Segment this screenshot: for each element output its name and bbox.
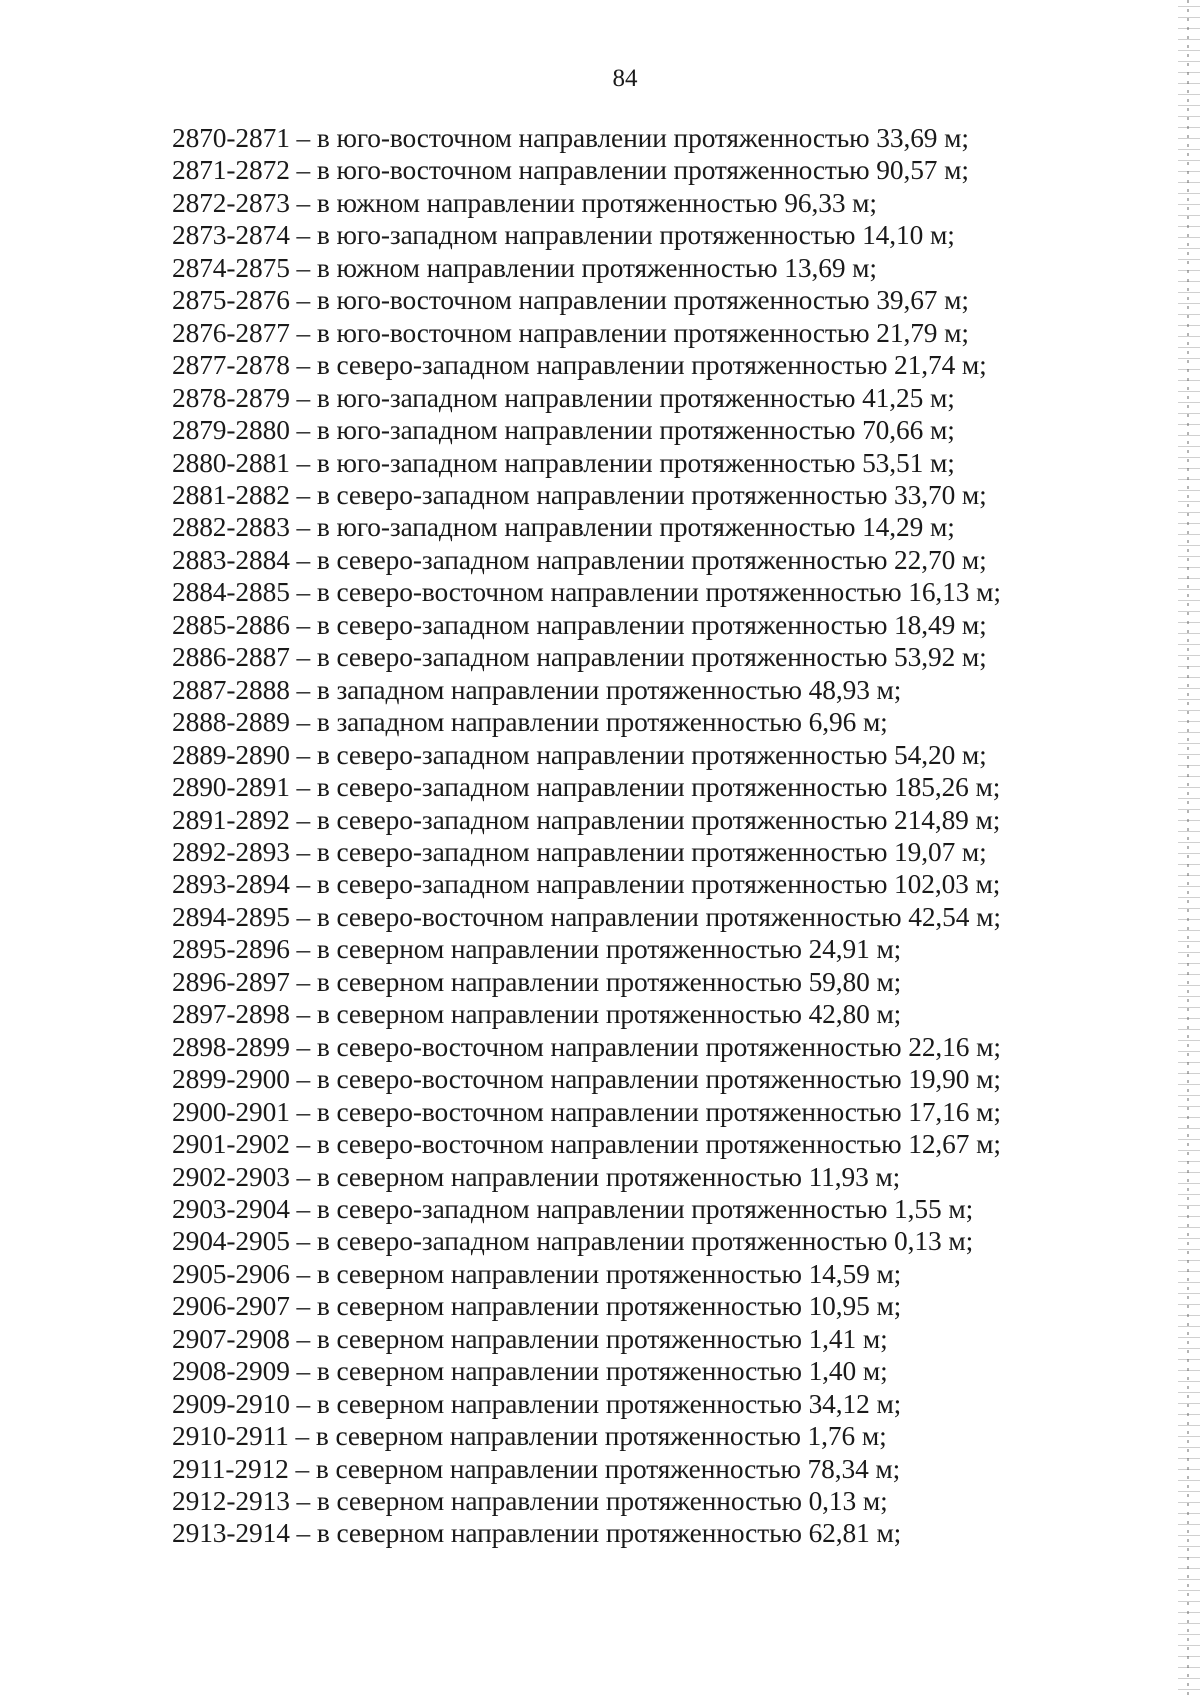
boundary-segment-line: 2879-2880 – в юго-западном направлении протяженностью 70,66 м; [172, 415, 955, 446]
boundary-segment-line: 2872-2873 – в южном направлении протяженностью 96,33 м; [172, 187, 877, 218]
boundary-segment-line: 2891-2892 – в северо-западном направлении протяженностью 214,89 м; [172, 804, 1001, 835]
boundary-segment-line: 2913-2914 – в северном направлении протяженностью 62,81 м; [172, 1518, 902, 1549]
boundary-segment-line: 2887-2888 – в западном направлении протяженностью 48,93 м; [172, 674, 902, 705]
boundary-segment-line: 2906-2907 – в северном направлении протяженностью 10,95 м; [172, 1291, 902, 1322]
boundary-segment-line: 2886-2887 – в северо-западном направлении протяженностью 53,92 м; [172, 642, 987, 673]
boundary-segment-line: 2873-2874 – в юго-западном направлении протяженностью 14,10 м; [172, 220, 955, 251]
boundary-segment-line: 2883-2884 – в северо-западном направлении протяженностью 22,70 м; [172, 544, 987, 575]
boundary-segment-line: 2893-2894 – в северо-западном направлении протяженностью 102,03 м; [172, 869, 1001, 900]
boundary-segment-line: 2876-2877 – в юго-восточном направлении протяженностью 21,79 м; [172, 317, 969, 348]
boundary-segment-line: 2903-2904 – в северо-западном направлении протяженностью 1,55 м; [172, 1193, 974, 1224]
boundary-segment-list [172, 122, 1001, 1550]
boundary-segment-line: 2896-2897 – в северном направлении протяженностью 59,80 м; [172, 966, 902, 997]
boundary-segment-line: 2895-2896 – в северном направлении протяженностью 24,91 м; [172, 934, 902, 965]
boundary-segment-line: 2912-2913 – в северном направлении протяженностью 0,13 м; [172, 1486, 888, 1517]
boundary-segment-line: 2899-2900 – в северо-восточном направлении протяженностью 19,90 м; [172, 1064, 1001, 1095]
boundary-segment-line: 2898-2899 – в северо-восточном направлении протяженностью 22,16 м; [172, 1031, 1001, 1062]
boundary-segment-line: 2881-2882 – в северо-западном направлении протяженностью 33,70 м; [172, 479, 987, 510]
boundary-segment-line: 2870-2871 – в юго-восточном направлении протяженностью 33,69 м; [172, 123, 969, 153]
boundary-segment-line: 2911-2912 – в северном направлении протяженностью 78,34 м; [172, 1453, 901, 1484]
boundary-segment-line: 2894-2895 – в северо-восточном направлении протяженностью 42,54 м; [172, 901, 1001, 932]
boundary-segment-line: 2900-2901 – в северо-восточном направлении протяженностью 17,16 м; [172, 1096, 1001, 1127]
boundary-segment-line: 2885-2886 – в северо-западном направлении протяженностью 18,49 м; [172, 609, 987, 640]
boundary-segment-line: 2880-2881 – в юго-западном направлении протяженностью 53,51 м; [172, 447, 955, 478]
boundary-segment-line: 2888-2889 – в западном направлении протяженностью 6,96 м; [172, 707, 888, 738]
boundary-segment-line: 2909-2910 – в северном направлении протяженностью 34,12 м; [172, 1388, 902, 1419]
boundary-segment-line: 2892-2893 – в северо-западном направлении протяженностью 19,07 м; [172, 836, 987, 867]
boundary-segment-line: 2882-2883 – в юго-западном направлении протяженностью 14,29 м; [172, 512, 955, 543]
boundary-segment-line: 2907-2908 – в северном направлении протяженностью 1,41 м; [172, 1323, 888, 1354]
boundary-segment-line: 2904-2905 – в северо-западном направлении протяженностью 0,13 м; [172, 1226, 974, 1257]
boundary-segment-line: 2871-2872 – в юго-восточном направлении протяженностью 90,57 м; [172, 155, 969, 186]
scan-edge-artifact [1178, 0, 1200, 1696]
boundary-segment-line: 2890-2891 – в северо-западном направлении протяженностью 185,26 м; [172, 772, 1001, 803]
boundary-segment-line: 2908-2909 – в северном направлении протяженностью 1,40 м; [172, 1356, 888, 1387]
boundary-segment-line: 2874-2875 – в южном направлении протяженностью 13,69 м; [172, 252, 877, 283]
boundary-segment-line: 2910-2911 – в северном направлении протяженностью 1,76 м; [172, 1421, 887, 1452]
boundary-segment-line: 2875-2876 – в юго-восточном направлении протяженностью 39,67 м; [172, 285, 969, 316]
boundary-segment-line: 2889-2890 – в северо-западном направлении протяженностью 54,20 м; [172, 739, 987, 770]
boundary-segment-line: 2884-2885 – в северо-восточном направлении протяженностью 16,13 м; [172, 577, 1001, 608]
boundary-segment-line: 2901-2902 – в северо-восточном направлении протяженностью 12,67 м; [172, 1129, 1001, 1160]
page-number: 84 [612, 65, 638, 92]
boundary-segment-line: 2877-2878 – в северо-западном направлении протяженностью 21,74 м; [172, 350, 987, 381]
boundary-segment-line: 2905-2906 – в северном направлении протяженностью 14,59 м; [172, 1258, 902, 1289]
boundary-segment-line: 2878-2879 – в юго-западном направлении протяженностью 41,25 м; [172, 382, 955, 413]
boundary-segment-line: 2902-2903 – в северном направлении протяженностью 11,93 м; [172, 1161, 901, 1192]
boundary-segment-line: 2897-2898 – в северном направлении протяженностью 42,80 м; [172, 999, 902, 1030]
